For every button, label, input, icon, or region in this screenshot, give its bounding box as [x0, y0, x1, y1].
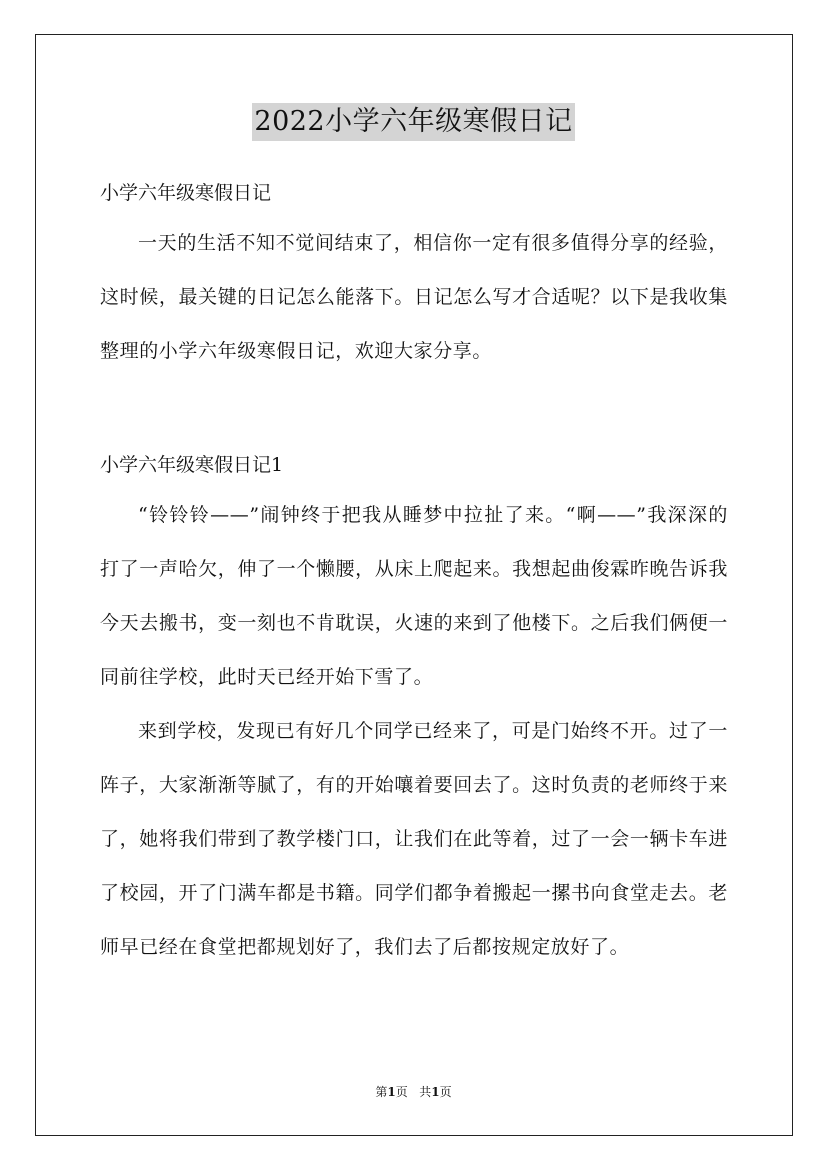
total-suffix: 页 [439, 1085, 452, 1099]
document-body [100, 170, 728, 974]
body-paragraph-2: 来到学校，发现已有好几个同学已经来了，可是门始终不开。过了一阵子，大家渐渐等腻了，有的开始嚷着要回去了。这时负责的老师终于来了，她将我们带到了教学楼门口，让我们在此等着，过了一会一辆卡车进了校园，开了门满车都是书籍。同学们都争着搬起一摞书向食堂走去。老师早已经在食堂把都规划好了，我们去了后都按规定放好了。 [100, 720, 728, 958]
paragraph-gap [100, 378, 728, 432]
total-prefix: 共 [419, 1085, 432, 1099]
intro-heading: 小学六年级寒假日记 [100, 182, 272, 204]
section-heading: 小学六年级寒假日记1 [100, 454, 284, 476]
page-footer [0, 1084, 827, 1100]
total-pages: 1 [431, 1085, 440, 1099]
intro-paragraph: 一天的生活不知不觉间结束了，相信你一定有很多值得分享的经验，这时候，最关键的日记怎么能落下。日记怎么写才合适呢？以下是我收集整理的小学六年级寒假日记，欢迎大家分享。 [100, 232, 728, 362]
page-prefix: 第 [375, 1085, 388, 1099]
document-title: 2022小学六年级寒假日记 [252, 103, 574, 141]
page-number: 1 [387, 1085, 396, 1099]
page-suffix: 页 [395, 1085, 408, 1099]
title-container [0, 103, 827, 141]
body-paragraph-1: “铃铃铃——”闹钟终于把我从睡梦中拉扯了来。“啊——”我深深的打了一声哈欠，伸了一个懒腰，从床上爬起来。我想起曲俊霖昨晚告诉我今天去搬书，变一刻也不肯耽误，火速的来到了他楼下。之后我们俩便一同前往学校，此时天已经开始下雪了。 [100, 504, 728, 688]
